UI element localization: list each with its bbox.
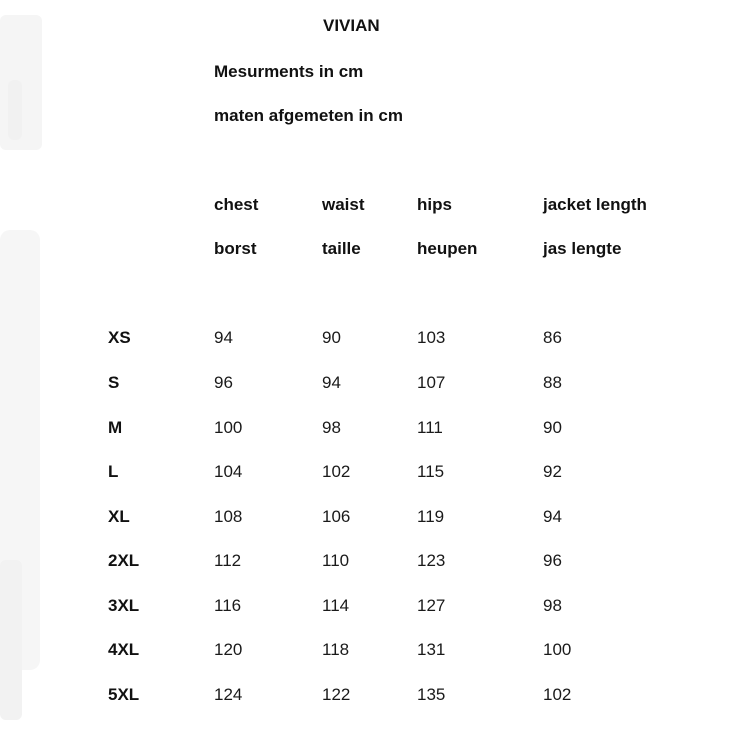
size-label: 4XL (108, 640, 140, 659)
table-row (0, 373, 735, 393)
hips-value: 103 (417, 328, 446, 347)
chest-value: 124 (214, 685, 243, 704)
size-label: M (108, 418, 123, 437)
waist-value: 110 (322, 551, 350, 570)
jacket-length-value: 98 (543, 596, 562, 615)
table-row (0, 596, 735, 616)
jacket-length-value: 92 (543, 462, 562, 481)
waist-value: 102 (322, 462, 351, 481)
hips-value: 107 (417, 373, 446, 392)
size-label: S (108, 373, 120, 392)
chest-value: 116 (214, 596, 242, 615)
subtitle-dutch: maten afgemeten in cm (214, 106, 403, 125)
jacket-length-value: 86 (543, 328, 562, 347)
header-heupen: heupen (417, 239, 478, 258)
table-row (0, 685, 735, 705)
waist-value: 94 (322, 373, 341, 392)
hips-value: 135 (417, 685, 446, 704)
waist-value: 90 (322, 328, 341, 347)
chest-value: 96 (214, 373, 233, 392)
size-label: L (108, 462, 119, 481)
waist-value: 114 (322, 596, 350, 615)
chest-value: 100 (214, 418, 243, 437)
header-chest: chest (214, 195, 259, 214)
header-taille: taille (322, 239, 361, 258)
size-label: 3XL (108, 596, 140, 615)
jacket-length-value: 88 (543, 373, 562, 392)
table-row (0, 507, 735, 527)
chest-value: 94 (214, 328, 233, 347)
jacket-length-value: 90 (543, 418, 562, 437)
header-hips: hips (417, 195, 452, 214)
header-waist: waist (322, 195, 365, 214)
chest-value: 108 (214, 507, 243, 526)
subtitle-english: Mesurments in cm (214, 62, 364, 81)
header-jas-lengte: jas lengte (543, 239, 622, 258)
hips-value: 123 (417, 551, 446, 570)
jacket-length-value: 102 (543, 685, 572, 704)
header-borst: borst (214, 239, 257, 258)
hips-value: 131 (417, 640, 446, 659)
chest-value: 104 (214, 462, 243, 481)
size-label: 5XL (108, 685, 140, 704)
jacket-length-value: 100 (543, 640, 572, 659)
jacket-length-value: 94 (543, 507, 562, 526)
waist-value: 106 (322, 507, 351, 526)
waist-value: 98 (322, 418, 341, 437)
jacket-length-value: 96 (543, 551, 562, 570)
hips-value: 111 (417, 418, 443, 437)
table-row (0, 462, 735, 482)
size-label: XS (108, 328, 131, 347)
size-label: 2XL (108, 551, 140, 570)
document-title: VIVIAN (323, 16, 380, 35)
hips-value: 115 (417, 462, 445, 481)
table-row (0, 328, 735, 348)
waist-value: 118 (322, 640, 350, 659)
table-row (0, 640, 735, 660)
chest-value: 120 (214, 640, 243, 659)
waist-value: 122 (322, 685, 351, 704)
size-label: XL (108, 507, 130, 526)
table-row (0, 551, 735, 571)
header-jacket-length: jacket length (543, 195, 647, 214)
table-row (0, 418, 735, 438)
hips-value: 119 (417, 507, 445, 526)
chest-value: 112 (214, 551, 242, 570)
faded-figure-detail (8, 80, 22, 140)
hips-value: 127 (417, 596, 446, 615)
